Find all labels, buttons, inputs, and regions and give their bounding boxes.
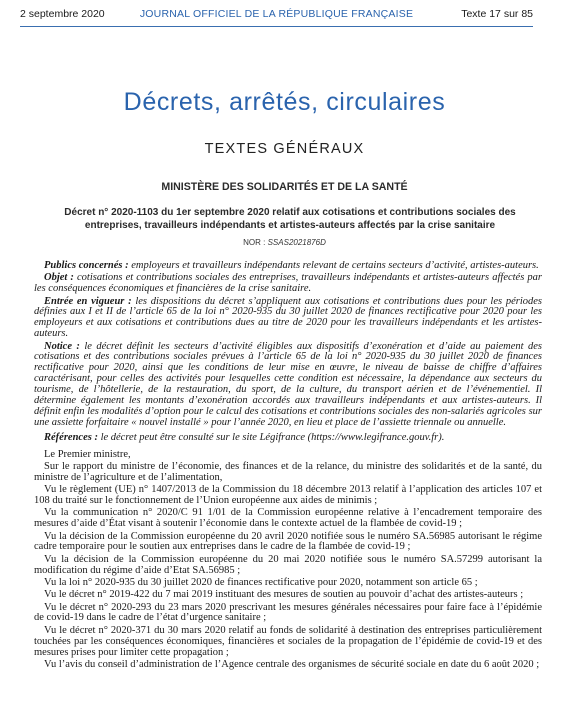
nor-label: NOR : [243,238,268,247]
section-title: Décrets, arrêtés, circulaires [123,88,446,116]
notice-label: Entrée en vigueur : [44,295,132,307]
notice-description [34,342,542,429]
body-paragraph: Vu le décret n° 2019-422 du 7 mai 2019 instituant des mesures de soutien au pouvoir d’achat des artistes-auteurs ; [44,589,524,601]
body-paragraph: Vu la décision de la Commission européenne du 20 avril 2020 notifiée sous le numéro SA.56985 autorisant le régime cadre temporaire pour le soutien aux entreprises dans le cadre de la flambée de covid-19 ; [34,530,542,553]
nor-code: SSAS2021876D [267,238,326,247]
notice-text: le décret peut être consulté sur le site Légifrance (https://www.legifrance.gouv.fr). [97,431,445,443]
body-paragraph: Vu la décision de la Commission européenne du 20 mai 2020 notifiée sous le numéro SA.57299 autorisant la modification du régime d’aide d’Etat SA.56985 ; [34,553,542,576]
notice-text: le décret définit les secteurs d’activité éligibles aux dispositifs d’exonération et d’aide au paiement des cotisations et des contributions sociales prévues à l’article 65 de la loi n° 2020-935 du 30 juillet 2020 de finances rectificative pour 2020, ainsi que les conditions de leur mise en œuvre, le niveau de baisse de chiffre d’affaires caractérisant, pour celles des activités pour lesquelles cette condition est nécessaire, la dépendance aux secteurs du tourisme, de l’hôtellerie, de la restauration, du sport, de la culture, du transport aérien et de l’événementiel. Il détermine également les montants d’exonération accordés aux travailleurs indépendants et aux artistes-auteurs. Il définit enfin les modalités d’option pour le calcul des cotisations et contributions sociales des non-salariés agricoles sur une assiette forfaitaire « nouvel installé » pour l’année 2020, en lieu et place de l’assiette triennale ou annuelle. [34,340,542,428]
body-paragraph: Vu le décret n° 2020-371 du 30 mars 2020 relatif au fonds de solidarité à destination des entreprises particulièrement touchées par les conséquences économiques, financières et sociales de la propagation de l’épidémie de covid-19 et des mesures prises pour limiter cette propagation ; [34,624,542,658]
ministry-name: MINISTÈRE DES SOLIDARITÉS ET DE LA SANTÉ [161,181,408,193]
body-paragraph: Sur le rapport du ministre de l’économie, des finances et de la relance, du ministre des solidarités et de la santé, du ministre de l’agriculture et de l’alimentation, [34,460,542,483]
text-number: Texte 17 sur 85 [461,8,533,20]
notice-label: Références : [44,431,98,443]
body-paragraph: Vu le décret n° 2020-293 du 23 mars 2020 prescrivant les mesures générales nécessaires pour faire face à l’épidémie de covid-19 dans le cadre de l’état d’urgence sanitaire ; [34,601,542,624]
notice-references [34,433,542,444]
body-paragraph: Vu le règlement (UE) n° 1407/2013 de la Commission du 18 décembre 2013 relatif à l’application des articles 107 et 108 du traité sur le fonctionnement de l’Union européenne aux aides de minimis ; [34,484,542,507]
body-paragraph: Vu la communication n° 2020/C 91 1/01 de la Commission européenne relative à l’encadrement temporaire des mesures d’aide d’État visant à soutenir l’économie dans le contexte actuel de la flambée de covid-19 ; [34,507,542,530]
notice-entree-en-vigueur [34,297,542,341]
subsection-title: TEXTES GÉNÉRAUX [204,141,365,157]
notice-text: les dispositions du décret s’appliquent aux cotisations et contributions dues pour les périodes définies aux I et II de l’article 65 de la loi n° 2020-935 du 30 juillet 2020 de finances rectificative pour 2020 pour les employeurs et aux cotisations et contributions dues au titre de 2020 pour les travailleurs indépendants et les artistes-auteurs. [34,295,542,340]
notice-label: Notice : [44,340,80,352]
notice-label: Publics concernés : [44,260,129,271]
notice-label: Objet : [44,272,74,284]
publication-date: 2 septembre 2020 [20,8,105,20]
nor-reference [0,238,569,247]
body-paragraph: Vu la loi n° 2020-935 du 30 juillet 2020 de finances rectificative pour 2020, notamment son article 65 ; [44,576,478,588]
decree-title: Décret n° 2020-1103 du 1er septembre 2020 relatif aux cotisations et contributions sociales des entreprises, travailleurs indépendants et artistes-auteurs affectés par la crise sanitaire [64,207,516,231]
document-body [34,261,542,672]
notice-objet [34,273,542,295]
page-header [20,8,533,24]
header-divider [20,26,533,27]
notice-text: employeurs et travailleurs indépendants relevant de certains secteurs d’activité, artistes-auteurs. [128,260,539,271]
journal-name: JOURNAL OFFICIEL DE LA RÉPUBLIQUE FRANÇAISE [139,8,414,20]
body-paragraph: Vu l’avis du conseil d’administration de l’Agence centrale des organismes de sécurité sociale en date du 6 août 2020 ; [44,658,540,670]
notice-text: cotisations et contributions sociales des entreprises, travailleurs indépendants et artistes-auteurs affectés par les conséquences économiques et financières de la crise sanitaire. [34,272,542,295]
notice-publics [34,261,542,272]
body-paragraph: Le Premier ministre, [44,448,131,460]
